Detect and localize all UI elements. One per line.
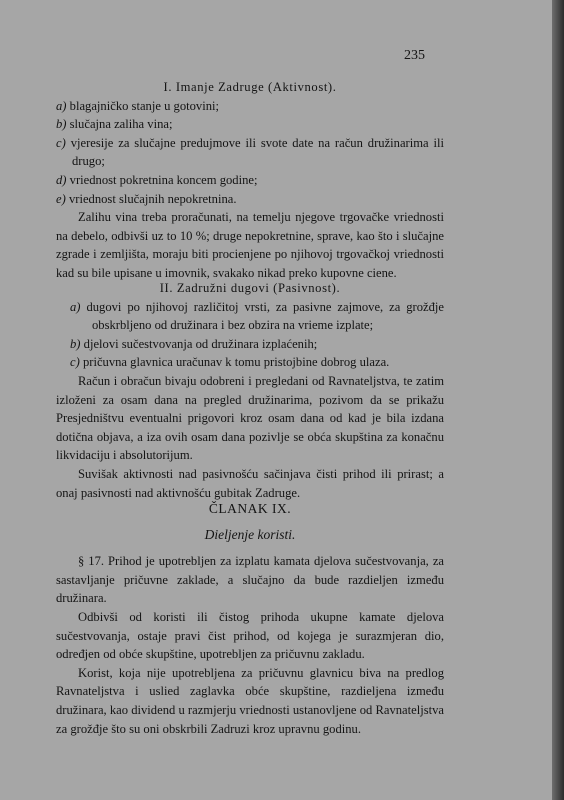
item-label: a) [56,98,67,113]
assets-heading: I. Imanje Zadruge (Aktivnost). [163,80,337,94]
page-edge-shadow [552,0,564,800]
liabilities-paragraph: Račun i obračun bivaju odobreni i pregledani od Ravnateljstva, te zatim izloženi za osam dana na pregled družinarima, pozivom da se prikažu Presjedništvu eventualni prigovori kroz osam dana od kad je bila izdana dotična objava, a iza ovih osam dana pozivlje se obća skupština za konačnu likvidaciju i absolutorijum. [56,373,444,463]
assets-note: Zalihu vina treba proračunati, na temelju njegove trgovačke vriednosti na debelo, odbivši uz to 10 %; druge nepokretnine, sprave, kao što i slučajne zgrade i zemljišta, moraju biti procienjene po njihovoj trgovačkoj vriednosti kad su bile upisane u imovnik, svakako nikad preko kupovne ciene. [56,210,444,280]
item-text: vjeresije za slučajne predujmove ili svote date na račun družinarima ili drugo; [70,135,444,169]
item-label: b) [56,117,67,132]
asset-item-d [56,171,444,190]
article-paragraph: Odbivši od koristi ili čistog prihoda ukupne kamate djelova sučestvovanja, ostaje pravi čist prihod, od kojega je surazmjeran dio, određjen od obće skupštine, upotrebljen za pričuvnu zakladu. [56,609,444,662]
liabilities-paragraph: Suvišak aktivnosti nad pasivnošću sačinjava čisti prihod ili prirast; a onaj pasivnosti nad aktivnošću gubitak Zadruge. [56,466,444,500]
item-text: slučajna zaliha vina; [69,117,173,132]
asset-item-a [56,97,444,116]
item-label: e) [56,191,66,206]
article-paragraph: Korist, koja nije upotrebljena za pričuvnu glavnicu biva na predlog Ravnateljstva i uslied zaglavka obće skupštine, razdieljena između družinara, kao dividend u razmjerju vriednosti ustanovljene od Ravnateljstva za grožđje što su oni obskrbili Zadruzi kroz upravnu godinu. [56,665,444,736]
liability-item-b [56,335,444,354]
item-text: vriednost pokretnina koncem godine; [69,172,258,187]
item-label: c) [70,355,80,370]
liability-item-a [56,298,444,335]
asset-item-e [56,190,444,209]
liabilities-section [56,279,444,502]
item-text: pričuvna glavnica uračunav k tomu pristojbine dobrog ulaza. [82,355,390,370]
item-label: b) [70,336,81,351]
item-text: djelovi sučestvovanja od družinara izplaćenih; [83,336,318,351]
liability-item-c [56,353,444,372]
asset-item-b [56,115,444,134]
article-title: ČLANAK IX. [208,501,292,516]
assets-section [56,78,444,283]
item-text: dugovi po njihovoj različitoj vrsti, za pasivne zajmove, za grožđje obskrbljeno od družinara i bez obzira na vrieme izplate; [86,299,444,333]
page-number: 235 [404,48,425,63]
asset-item-c [56,134,444,171]
item-label: c) [56,135,66,150]
section-title: Dieljenje koristi. [204,526,296,542]
item-text: vriednost slučajnih nepokretnina. [68,191,237,206]
article-section [56,500,444,738]
item-text: blagajničko stanje u gotovini; [69,98,220,113]
item-label: a) [70,299,81,314]
liabilities-heading: II. Zadružni dugovi (Pasivnost). [159,281,341,295]
item-label: d) [56,172,67,187]
article-paragraph: § 17. Prihod je upotrebljen za izplatu kamata djelova sučestvovanja, za sastavljanje pričuvne zaklade, a slučajno da bude razdieljen između družinara. [56,554,444,606]
